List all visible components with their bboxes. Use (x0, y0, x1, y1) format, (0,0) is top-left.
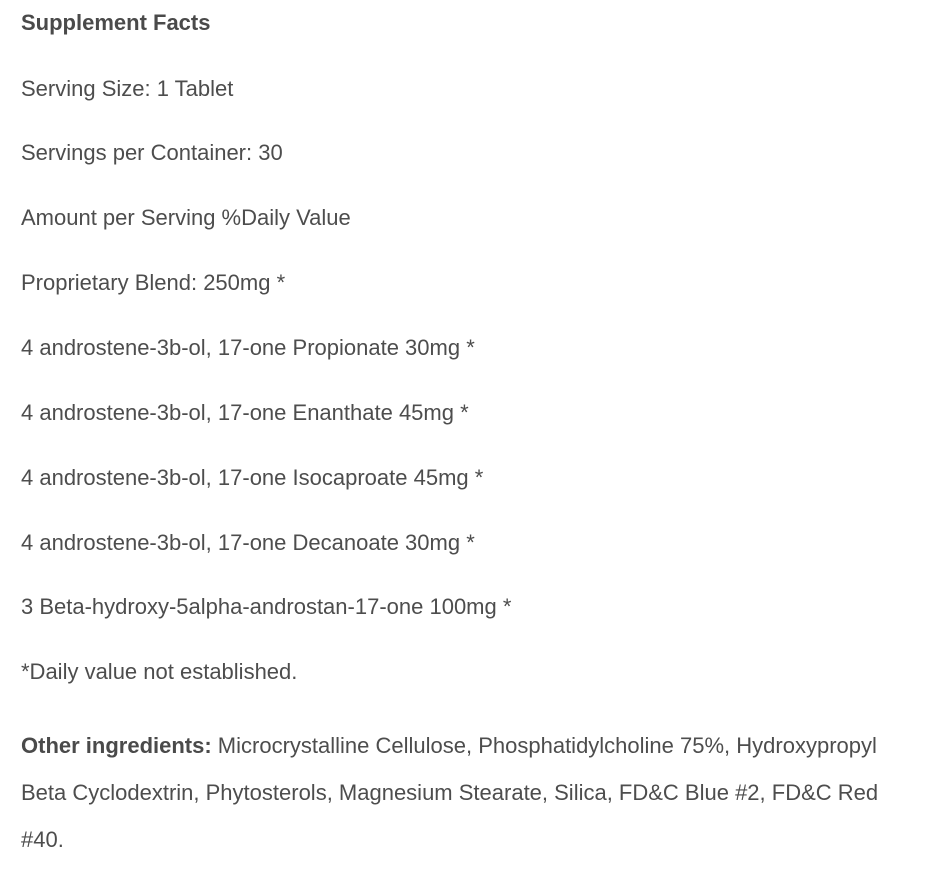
ingredient-isocaproate-line: 4 androstene-3b-ol, 17-one Isocaproate 45mg * (21, 465, 484, 490)
proprietary-blend-line: Proprietary Blend: 250mg * (21, 270, 286, 295)
serving-size-line: Serving Size: 1 Tablet (21, 76, 234, 101)
page-title: Supplement Facts (21, 10, 211, 35)
servings-per-container-line: Servings per Container: 30 (21, 140, 283, 165)
amount-per-serving-header: Amount per Serving %Daily Value (21, 205, 351, 230)
ingredient-enanthate-line: 4 androstene-3b-ol, 17-one Enanthate 45mg * (21, 400, 469, 425)
daily-value-footnote: *Daily value not established. (21, 659, 298, 684)
ingredient-androstan-line: 3 Beta-hydroxy-5alpha-androstan-17-one 100mg * (21, 594, 512, 619)
other-ingredients-label: Other ingredients: (21, 733, 212, 758)
other-ingredients-text: Microcrystalline Cellulose, Phosphatidylcholine 75%, Hydroxypropyl Beta Cyclodextrin, Phytosterols, Magnesium Stearate, Silica, FD&C Blue #2, FD&C Red #40. (21, 733, 879, 852)
other-ingredients-paragraph (21, 722, 926, 863)
ingredient-propionate-line: 4 androstene-3b-ol, 17-one Propionate 30mg * (21, 335, 475, 360)
ingredient-decanoate-line: 4 androstene-3b-ol, 17-one Decanoate 30mg * (21, 530, 475, 555)
